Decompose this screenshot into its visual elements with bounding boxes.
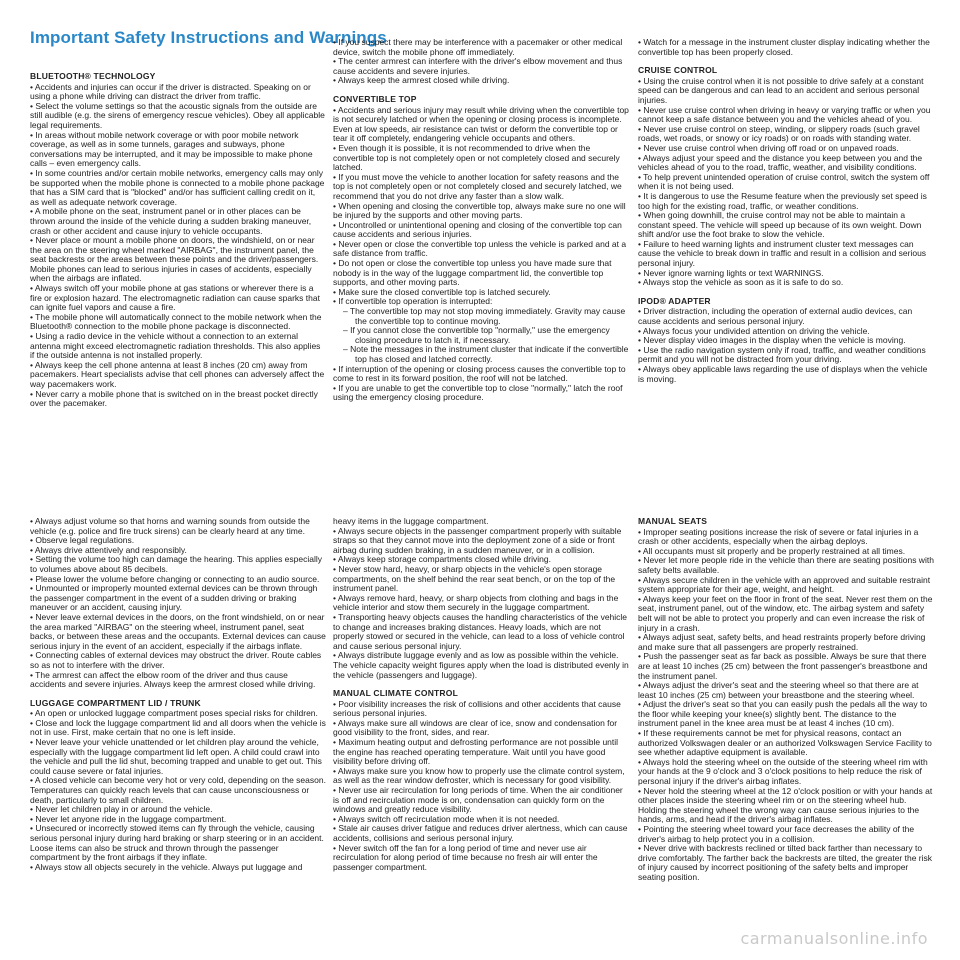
list-item: • Do not open or close the convertible top unless you have made sure that nobody is in the way of the luggage compartment lid, the convertible top supports, and other moving parts. <box>333 258 612 288</box>
list-item: • If convertible top operation is interrupted: <box>333 296 493 307</box>
convertible-message-list <box>638 38 934 57</box>
list-item: • Observe legal regulations. <box>30 535 135 546</box>
list-item: • The mobile phone will automatically connect to the mobile network when the Bluetooth® connection to the mobile phone package is disconnected. <box>30 311 322 332</box>
convertible-outro-list <box>333 365 629 403</box>
list-item: • In areas without mobile network coverage or with poor mobile network coverage, as well as in some tunnels, garages and subways, phone conversations may be interrupted, and it may be impossible to make phone calls – even emergency calls. <box>30 129 313 169</box>
climate-list <box>333 700 629 873</box>
list-item: • Never open or close the convertible top unless the vehicle is parked and at a safe distance from traffic. <box>333 238 627 259</box>
seats-list <box>638 528 934 883</box>
list-item: • Using the cruise control when it is not possible to drive safely at a constant speed can be dangerous and can lead to an accident and serious personal injuries. <box>638 75 924 105</box>
list-item: • Never stow hard, heavy, or sharp objects in the vehicle's open storage compartments, on the shelf behind the rear seat bench, or on the top of the instrument panel. <box>333 563 616 594</box>
list-item: • Push the passenger seat as far back as possible. Always be sure that there are at least 10 inches (25 cm) between the front passenger's breastbone and the instrument panel. <box>638 651 928 681</box>
list-item: • A closed vehicle can become very hot or very cold, depending on the season. Temperatures can quickly reach levels that can cause unconsciousness or death, particularly to small children. <box>30 775 326 805</box>
list-item: • Transporting heavy objects causes the handling characteristics of the vehicle to change and increases braking distances. Heavy loads, which are not properly stowed or secured in the vehicle, can lead to a loss of vehicle control and cause serious personal injury. <box>333 611 628 651</box>
seats-column <box>638 517 934 883</box>
list-item: • If these requirements cannot be met for physical reasons, contact an authorized Volkswagen dealer or an authorized Volkswagen Service Facility to see whether adaptive equipment is available. <box>638 728 932 758</box>
list-item: • Always remove hard, heavy, or sharp objects from clothing and bags in the vehicle interior and stow them securely in the luggage compartment. <box>333 592 619 613</box>
list-item: • Failure to heed warning lights and instrument cluster text messages can cause the vehicle to break down in traffic and result in a collision and serious personal injury. <box>638 238 927 269</box>
list-item: • Never let children play in or around the vehicle. <box>30 804 213 815</box>
convertible-sublist <box>333 307 629 365</box>
audio-list <box>30 517 326 690</box>
list-item: • If interruption of the opening or closing process causes the convertible top to come to rest in its forward position, the roof will not be latched. <box>333 363 626 384</box>
list-item: • Never drive with backrests reclined or tilted back farther than necessary to drive comfortably. The farther back the backrests are tilted, the greater the risk of injury caused by incorrect positioning of the safety belts and improper seating position. <box>638 843 933 882</box>
sub-list-item: – If you cannot close the convertible top "normally," use the emergency closing procedure to latch it, if necessary. <box>343 325 610 345</box>
list-item: • Maximum heating output and defrosting performance are not possible until the engine has reached operating temperature. Wait until you have good visibility before driving off. <box>333 737 619 767</box>
list-item: • To help prevent unintended operation of cruise control, switch the system off when it is not being used. <box>638 171 930 192</box>
convertible-list <box>333 106 629 307</box>
section-heading-manual-seats: MANUAL SEATS <box>638 516 708 526</box>
pacemaker-list <box>333 38 629 86</box>
bottom-page <box>0 505 960 960</box>
audio-luggage-column <box>30 517 326 872</box>
list-item: • Always hold the steering wheel on the outside of the steering wheel rim with your hands at the 9 o'clock and 3 o'clock positions to help reduce the risk of personal injury if the driver's airbag inflates. <box>638 756 928 787</box>
list-item: • A mobile phone on the seat, instrument panel or in other places can be thrown around the inside of the vehicle during a sudden braking maneuver, crash or other accident and cause injury to vehicle occupants. <box>30 206 312 236</box>
list-item: • Always switch off recirculation mode when it is not needed. <box>333 813 560 824</box>
list-item: • Connecting cables of external devices may obstruct the driver. Route cables so as not to interfere with the driver. <box>30 650 322 670</box>
section-heading-convertible-top: CONVERTIBLE TOP <box>333 93 417 104</box>
list-item: • Never use cruise control when driving off road or on unpaved roads. <box>638 142 899 153</box>
list-item: • Using a radio device in the vehicle without a connection to an external antenna might exceed electromagnetic radiation thresholds. This also applies if the outside antenna is not installed properly. <box>30 331 321 361</box>
list-item: • Always adjust seat, safety belts, and head restraints properly before driving and make sure that all passengers are properly restrained. <box>638 632 926 652</box>
bluetooth-list <box>30 83 326 409</box>
list-item: • Always keep storage compartments closed while driving. <box>333 554 551 565</box>
list-item: • Accidents and injuries can occur if the driver is distracted. Speaking on or using a phone while driving can distract the driver from traffic. <box>30 81 311 102</box>
list-item: • Never let anyone ride in the luggage compartment. <box>30 813 227 824</box>
luggage-list <box>30 709 326 872</box>
page-title: Important Safety Instructions and Warnings <box>30 28 387 47</box>
convertible-column <box>333 38 629 403</box>
cruise-column <box>638 38 934 384</box>
list-item: • Please lower the volume before changing or connecting to an audio source. <box>30 573 320 584</box>
list-item: • Always make sure all windows are clear of ice, snow and condensation for good visibility to the front, sides, and rear. <box>333 717 618 738</box>
list-item: • Never carry a mobile phone that is switched on in the breast pocket directly over the pacemaker. <box>30 388 318 409</box>
list-item: • Always distribute luggage evenly and as low as possible within the vehicle. The vehicle capacity weight figures apply when the load is distributed evenly in the vehicle (passengers and luggage). <box>333 650 629 680</box>
sub-list-item: – The convertible top may not stop moving immediately. Gravity may cause the convertible top to continue moving. <box>343 306 626 326</box>
cargo-list <box>333 517 629 680</box>
list-item: • Pointing the steering wheel toward your face decreases the ability of the driver's airbag to help protect you in a collision. <box>638 824 915 844</box>
list-item: • The center armrest can interfere with the driver's elbow movement and thus cause accidents and severe injuries. <box>333 56 623 76</box>
list-item: • Watch for a message in the instrument cluster display indicating whether the convertible top has been properly closed. <box>638 37 930 57</box>
bluetooth-column <box>30 72 326 409</box>
list-item: • Always keep the cell phone antenna at least 8 inches (20 cm) away from pacemakers. Heart specialists advise that cell phones can adversely affect the way pacemakers work. <box>30 359 325 389</box>
section-heading-luggage-compartment: LUGGAGE COMPARTMENT LID / TRUNK <box>30 697 201 708</box>
cruise-list <box>638 77 934 288</box>
climate-column <box>333 517 629 872</box>
list-item: • Always make sure you know how to properly use the climate control system, as well as the rear window defroster, which is necessary for good visibility. <box>333 765 625 786</box>
list-item: • Always focus your undivided attention on driving the vehicle. <box>638 325 870 336</box>
section-heading-ipod-adapter: IPOD® ADAPTER <box>638 295 711 306</box>
list-item: • Never ignore warning lights or text WARNINGS. <box>638 267 824 278</box>
list-item: • Select the volume settings so that the acoustic signals from the outside are still audible (e.g. the sirens of emergency rescue vehicles). Obey all applicable legal requirements. <box>30 100 325 130</box>
section-heading-manual-climate-control: MANUAL CLIMATE CONTROL <box>333 688 458 699</box>
list-item: • Never hold the steering wheel at the 12 o'clock position or with your hands at other places inside the steering wheel rim or on the steering wheel hub. Holding the steering wheel the wrong way can cause serious injuries to the hands, arms, and head if the driver's airbag inflates. <box>638 785 933 825</box>
list-item: • All occupants must sit properly and be properly restrained at all times. <box>638 545 906 556</box>
list-item: • Improper seating positions increase the risk of severe or fatal injuries in a crash or other accidents, especially when the airbag deploys. <box>638 526 919 547</box>
list-item: • Setting the volume too high can damage the hearing. This applies especially to volumes above about 85 decibels. <box>30 554 323 574</box>
list-item: • Never use air recirculation for long periods of time. When the air conditioner is off and recirculation mode is on, condensation can quickly form on the windows and greatly reduce visibility. <box>333 785 623 815</box>
top-page <box>0 0 960 470</box>
list-item: • Never use cruise control when driving in heavy or varying traffic or when you cannot keep a safe distance between you and the vehicles ahead of you. <box>638 104 931 125</box>
list-item: • If you are unable to get the convertible top to close "normally," latch the roof using the emergency closing procedure. <box>333 382 623 403</box>
list-item: • Always secure children in the vehicle with an approved and suitable restraint system appropriate for their age, weight, and height. <box>638 574 931 595</box>
list-item: • The armrest can affect the elbow room of the driver and thus cause accidents and severe injuries. Always keep the armrest closed while driving. <box>30 669 316 690</box>
list-item: • Adjust the driver's seat so that you can easily push the pedals all the way to the floor while keeping your knee(s) slightly bent. The distance to the instrument panel in the knee area must be at least 4 inches (10 cm). <box>638 699 928 729</box>
list-item: • Always stow all objects securely in the vehicle. Always put luggage and <box>30 861 303 872</box>
list-item: • Never display video images in the display when the vehicle is moving. <box>638 335 906 346</box>
list-item: • Never use cruise control on steep, winding, or slippery roads (such gravel roads, wet roads, or snowy or icy roads) or on roads with standing water. <box>638 123 920 144</box>
list-item: • When opening and closing the convertible top, always make sure no one will be injured by the supports and other moving parts. <box>333 200 626 221</box>
list-item: • If you must move the vehicle to another location for safety reasons and the top is not completely open or not completely closed and securely latched, we recommend that you do not drive any faster than a slow walk. <box>333 171 622 201</box>
list-item: • Poor visibility increases the risk of collisions and other accidents that cause serious personal injuries. <box>333 698 621 719</box>
list-item: • Always keep your feet on the floor in front of the seat. Never rest them on the seat, instrument panel, out of the window, etc. The airbag system and safety belt will not be able to protect you properly and can even increase the risk of injury in a crash. <box>638 593 933 633</box>
list-item: • Always adjust the driver's seat and the steering wheel so that there are at least 10 inches (25 cm) between your breastbone and the steering wheel. <box>638 680 919 700</box>
list-item: • If you suspect there may be interference with a pacemaker or other medical device, switch the mobile phone off immediately. <box>333 37 623 57</box>
list-item: • Stale air causes driver fatigue and reduces driver alertness, which can cause accidents, collisions and serious personal injury. <box>333 823 628 843</box>
list-item: • Never place or mount a mobile phone on doors, the windshield, on or near the area on the steering wheel marked "AIRBAG", the instrument panel, the seat backrests or the areas between these points and the driver/passengers. Mobile phones can lead to serious injuries in cases of accidents, especially when the airbags are inflated. <box>30 235 319 284</box>
list-item: • Never leave your vehicle unattended or let children play around the vehicle, especially with the luggage compartment lid left open. A child could crawl into the vehicle and pull the lid shut, becoming trapped and unable to get out. This could cause severe or fatal injuries. <box>30 737 322 776</box>
list-item: • Always adjust your speed and the distance you keep between you and the vehicles ahead of you to the road, traffic, weather, and visibility conditions. <box>638 152 923 173</box>
list-item: • When going downhill, the cruise control may not be able to maintain a constant speed. The vehicle will speed up because of its own weight. Down shift and/or use the foot brake to slow the vehicle. <box>638 210 922 240</box>
list-item: • Never leave external devices in the doors, on the front windshield, on or near the area marked "AIRBAG" on the steering wheel, instrument panel, seat backs, or between these areas and the occupants. External devices can cause serious injury in the event of an accident, especially if the airbags inflate. <box>30 611 326 651</box>
list-item: • Close and lock the luggage compartment lid and all doors when the vehicle is not in use. First, make certain that no one is left inside. <box>30 717 326 738</box>
list-item: • Always stop the vehicle as soon as it is safe to do so. <box>638 277 844 288</box>
list-item: • Even though it is possible, it is not recommended to drive when the convertible top is not completely open or not completely closed and securely latched. <box>333 142 620 173</box>
list-item: • Never switch off the fan for a long period of time and never use air recirculation for along period of time because no fresh air will enter the passenger compartment. <box>333 842 598 872</box>
section-heading-bluetooth: BLUETOOTH® TECHNOLOGY <box>30 71 156 81</box>
list-item: • Accidents and serious injury may result while driving when the convertible top is not securely latched or when the opening or closing process is incomplete. Even at low speeds, air resistance can twist or deform the convertible top or tear it off completely, endangering vehicle occupants and others. <box>333 104 629 144</box>
list-item: • Always drive attentively and responsibly. <box>30 544 187 555</box>
list-item: • Unmounted or improperly mounted external devices can be thrown through the passenger compartment in the event of a sudden driving or braking maneuver or an accident, causing injury. <box>30 583 318 613</box>
list-item: • Make sure the closed convertible top is latched securely. <box>333 286 551 297</box>
list-item: • Use the radio navigation system only if road, traffic, and weather conditions permit and you will not be distracted from your driving. <box>638 344 926 365</box>
sub-list-item: – Note the messages in the instrument cluster that indicate if the convertible top has closed and latched correctly. <box>343 344 629 364</box>
list-item: • Always secure objects in the passenger compartment properly with suitable straps so that they cannot move into the deployment zone of a side or front airbag during sudden braking, in a sudden maneuver, or in a collision. <box>333 525 622 555</box>
section-heading-cruise-control: CRUISE CONTROL <box>638 65 718 76</box>
list-item: • An open or unlocked luggage compartment poses special risks for children. <box>30 708 318 719</box>
list-item: • Always adjust volume so that horns and warning sounds from outside the vehicle (e.g. police and fire truck sirens) can be clearly heard at any time. <box>30 516 310 536</box>
list-item: • It is dangerous to use the Resume feature when the previously set speed is too high for the existing road, traffic, or weather conditions. <box>638 190 927 211</box>
list-item: • Never let more people ride in the vehicle than there are seating positions with safety belts available. <box>638 555 934 575</box>
list-item: • Always obey applicable laws regarding the use of displays when the vehicle is moving. <box>638 364 928 384</box>
list-item: • In some countries and/or certain mobile networks, emergency calls may only be supported when the mobile phone is connected to a mobile phone package that has a SIM card that is "blocked" and/or has sufficient calling credit on it, as well as adequate network coverage. <box>30 167 325 207</box>
ipod-list <box>638 307 934 384</box>
list-item: • Unsecured or incorrectly stowed items can fly through the vehicle, causing serious personal injury during hard braking or sharp steering or in an accident. Loose items can also be struck and thrown through the passenger compartment by the front airbags if they inflate. <box>30 823 324 863</box>
list-item: • Driver distraction, including the operation of external audio devices, can cause accidents and serious personal injury. <box>638 306 913 327</box>
list-item: • Always keep the armrest closed while driving. <box>333 75 510 86</box>
list-item: heavy items in the luggage compartment. <box>333 516 489 526</box>
watermark: carmanualsonline.info <box>740 929 928 948</box>
list-item: • Uncontrolled or unintentional opening and closing of the convertible top can cause accidents and serious injuries. <box>333 219 622 240</box>
list-item: • Always switch off your mobile phone at gas stations or wherever there is a fire or explosion hazard. The electromagnetic radiation can cause sparks that can ignite fuel vapors and cause a fire. <box>30 283 320 313</box>
